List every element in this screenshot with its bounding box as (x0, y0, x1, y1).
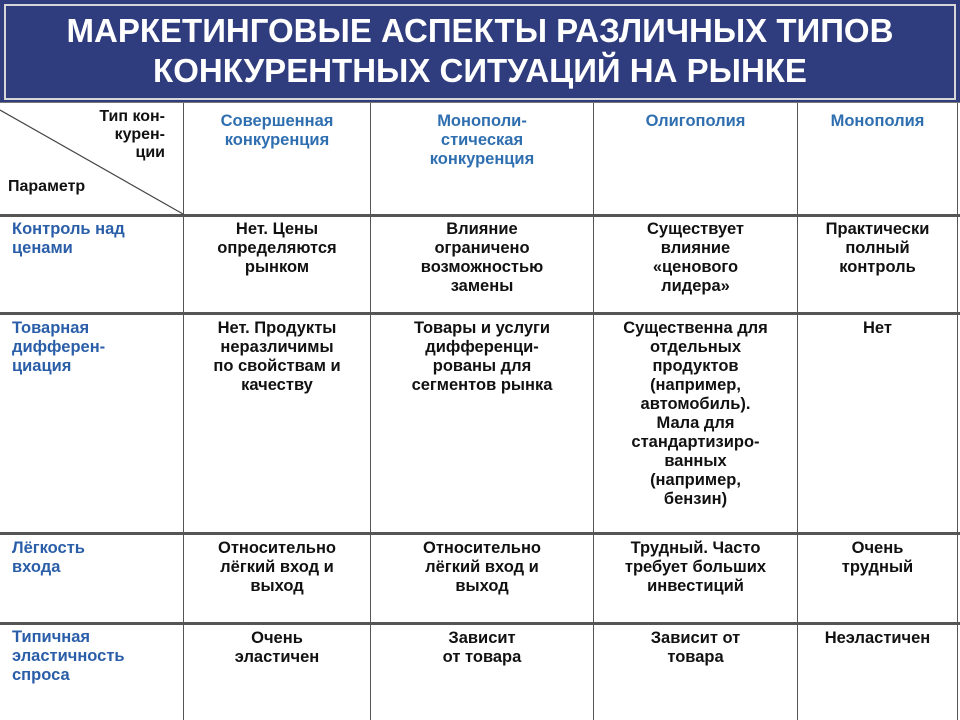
table-cell: Трудный. Часто требует больших инвестиций (624, 539, 767, 595)
row-label-ease-of-entry: Лёгкость входа (12, 539, 85, 576)
row-label-price-control: Контроль над ценами (12, 220, 125, 257)
row-divider (0, 312, 960, 315)
row-divider (0, 532, 960, 535)
page-title-line-1: МАРКЕТИНГОВЫЕ АСПЕКТЫ РАЗЛИЧНЫХ ТИПОВ (66, 12, 894, 49)
corner-header-parameter: Параметр (8, 178, 86, 195)
table-cell: Очень эластичен (234, 629, 320, 666)
table-cell: Товары и услуги дифференци- рованы для сегментов рынка (411, 319, 553, 394)
column-header-monopolistic-competition: Монополи- стическая конкуренция (429, 112, 535, 168)
table-cell: Относительно лёгкий вход и выход (423, 539, 541, 595)
page-title-line-2: КОНКУРЕНТНЫХ СИТУАЦИЙ НА РЫНКЕ (153, 52, 807, 89)
row-divider (0, 622, 960, 625)
corner-header-competition-type: Тип кон- курен- ции (99, 108, 165, 161)
table-cell: Очень трудный (841, 539, 914, 576)
table-cell: Существует влияние «ценового лидера» (647, 220, 744, 295)
table-cell: Относительно лёгкий вход и выход (218, 539, 336, 595)
column-header-monopoly: Монополия (830, 112, 925, 130)
table-cell: Нет (863, 319, 892, 337)
comparison-table (0, 102, 960, 720)
table-cell: Нет. Цены определяются рынком (217, 220, 337, 276)
column-header-oligopoly: Олигополия (645, 112, 746, 130)
table-cell: Зависит от товара (650, 629, 741, 666)
row-label-demand-elasticity: Типичная эластичность спроса (12, 628, 125, 684)
column-header-perfect-competition: Совершенная конкуренция (220, 112, 334, 149)
table-cell: Влияние ограничено возможностью замены (420, 220, 544, 295)
column-divider (957, 102, 958, 720)
table-cell: Зависит от товара (442, 629, 522, 666)
table-cell: Нет. Продукты неразличимы по свойствам и качеству (213, 319, 341, 394)
column-divider (797, 102, 798, 720)
row-label-product-differentiation: Товарная дифферен- циация (12, 319, 106, 375)
title-banner (0, 0, 960, 102)
table-cell: Существенна для отдельных продуктов (например, автомобиль). Мала для стандартизиро- ванных (например, бензин) (623, 319, 768, 508)
table-cell: Неэластичен (824, 629, 931, 647)
table-cell: Практически полный контроль (825, 220, 930, 276)
column-divider (370, 102, 371, 720)
